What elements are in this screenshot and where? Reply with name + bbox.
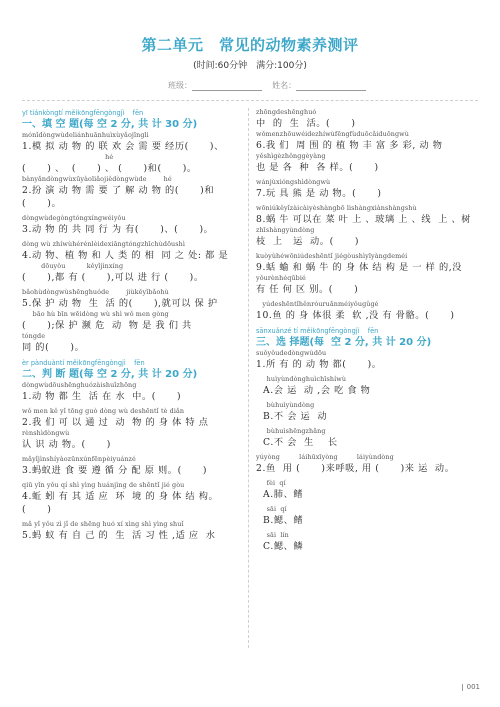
pinyin-line: bùhuìshēngzhǎng [256, 427, 326, 435]
page-number: 001 [462, 683, 480, 691]
pinyin-line: zhōngdeshēnghuó [256, 108, 317, 116]
section-pinyin: sānxuǎnzé tí měikōngfēngòngjì fēn [256, 327, 379, 335]
pinyin-line: hé [22, 153, 114, 161]
pinyin-line: zhīshàngyùndòng [256, 226, 315, 234]
page-title: 第二单元 常见的动物素养测评 [141, 36, 359, 54]
section-heading: 二、判 断 题(每 空 2 分, 共 计 20 分) [22, 369, 198, 380]
question-line: 5.蚂 蚁 有 自 己 的 生 活 习 性 ,适 应 水 [22, 530, 216, 541]
header-divider [22, 100, 478, 101]
section-pinyin: yī tiánkòngtí měikōngfēngòngjì fēn [22, 109, 144, 117]
column-divider [248, 108, 249, 648]
question-line: 也 是 各 种 各 样。( ) [256, 162, 379, 173]
name-field[interactable] [296, 82, 366, 91]
pinyin-line: tóngde [22, 332, 46, 340]
question-line: B.不 会 运 动 [256, 411, 328, 422]
question-line: 4.动 物、植 物 和 人 类 的 相 同 之 处: 都 是 [22, 250, 229, 261]
question-line: 1.所 有 的 动 物 都( )。 [256, 359, 382, 370]
question-line: A.肺、鳍 [256, 489, 304, 500]
question-line: 1.动 物 都 生 活 在 水 中。( ) [22, 391, 182, 402]
pinyin-line: mǎyǐjìnshíyàozūnxúnfēnpèiyuánzé [22, 455, 136, 463]
question-line: 9.蛞 蝓 和 蜗 牛 的 身 体 结 构 是 一 样 的,没 [256, 262, 463, 273]
pinyin-line: wánjùxióngshìdòngwù [256, 178, 331, 186]
question-line: ( ) 、 ( ) 、 ( )和( )。 [22, 163, 197, 174]
question-line: 枝 上 运 动。( ) [256, 236, 360, 247]
pinyin-line: qiū yǐn yǒu qí shì yìng huánjìng de shēntǐ jié gòu [22, 481, 185, 489]
question-line: 8.蜗 牛 可以在 菜 叶 上 、玻璃 上 、线 上 、树 [256, 214, 472, 225]
question-line: ( ) [22, 504, 52, 515]
question-line: ( ),都 有 ( ),可以 进 行 ( )。 [22, 272, 204, 283]
pinyin-line: mónǐdòngwùdeliánhuānhuìxùyǎojīngli [22, 131, 149, 139]
pinyin-line: bāo hù bīn wēidòng wù shì wǒ men gòng [22, 310, 169, 318]
pinyin-line: wǒ men kě yǐ tōng guò dòng wù deshēntǐ tè diǎn [22, 407, 185, 415]
question-line: B.鳃、鳍 [256, 515, 304, 526]
name-label: 姓名： [272, 81, 297, 90]
pinyin-line: dōuyǒu kěyǐjìnxíng [22, 262, 124, 270]
pinyin-line: sāi qí [256, 505, 287, 513]
question-line: C.不 会 生 长 [256, 437, 338, 448]
question-line: 2.我 们 可 以 通 过 动 物 的 身 体 特 点 [22, 417, 209, 428]
question-line: 中 的 生 活。( ) [256, 118, 356, 129]
question-line: 1.模 拟 动 物 的 联 欢 会 需 要 经历( )、 [22, 141, 224, 152]
pinyin-line: bǎohùdòngwùshēnghuóde jiùkěyǐbǎohù [22, 288, 169, 296]
question-line: 7.玩 具 熊 是 动 物。( ) [256, 188, 382, 199]
class-field[interactable] [192, 82, 262, 91]
pinyin-line: wǒmenzhōuwéidezhíwùfēngfùduōcǎiduōngwù [256, 130, 409, 138]
question-line: 2.扮 演 动 物 需 要 了 解 动 物 的( )和 [22, 185, 215, 196]
right-column [256, 108, 482, 553]
pinyin-line: bànyǎndòngwùxūyàoliǎojiědòngwùde hé [22, 175, 172, 183]
question-line: 3.动 物 的 共 同 行 为 有( )、( )。 [22, 224, 214, 235]
section-heading: 一、填 空 题(每 空 2 分, 共 计 30 分) [22, 119, 198, 130]
page-subtitle: (时间:60分钟 满分:100分) [193, 61, 307, 71]
question-line: 认 识 动 物。( ) [22, 439, 111, 450]
student-info [168, 80, 366, 91]
pinyin-line: yǒurènhéqūbié [256, 274, 306, 282]
question-line: 同 的( )。 [22, 342, 85, 353]
pinyin-line: rènshìdòngwù [22, 429, 70, 437]
pinyin-line: huìyùndònghuìchīshíwù [256, 375, 347, 383]
pinyin-line: yěshìgèzhǒnggèyàng [256, 152, 326, 160]
question-line: 3.蚂蚁进 食 要 遵 循 分 配 原 则。( ) [22, 465, 208, 476]
pinyin-line: yúyòng láihūxīyòng láiyùndòng [256, 453, 394, 461]
pinyin-line: fèi qí [256, 479, 286, 487]
pinyin-line: sāi lín [256, 531, 289, 539]
question-line: A.会 运 动 ,会 吃 食 物 [256, 385, 371, 396]
pinyin-line: suǒyǒudedòngwùdōu [256, 349, 327, 357]
question-line: ( );保 护 濒 危 动 物 是 我 们 共 [22, 320, 192, 331]
section-heading: 三、选 择题(每 空 2 分, 共 计 20 分) [256, 337, 432, 348]
left-column [22, 108, 248, 542]
question-line: 2.鱼 用 ( )来呼吸, 用 ( )来 运 动。 [256, 463, 455, 474]
question-line: 10.鱼 的 身 体很 柔 软 ,没 有 骨骼。( ) [256, 310, 455, 321]
pinyin-line: dòng wù zhíwùhérénlèidexiāngtóngzhīchùdōushì [22, 240, 186, 248]
pinyin-line: wōniúkěyǐzàicàiyèshàngbō lishàngxiànshàngshù [256, 204, 417, 212]
pinyin-line: dòngwùdōushēnghuózàishuǐzhōng [22, 381, 137, 389]
pinyin-line: kuòyùhéwōniúdeshēntǐ jiégòushìyīyàngdeméi [256, 252, 408, 260]
pinyin-line: mǎ yǐ yǒu zì jǐ de shēng huó xí xìng shì yìng shuǐ [22, 520, 184, 528]
question-line: 有 任 何 区 别。( ) [256, 284, 359, 295]
question-line: ( )。 [22, 198, 62, 209]
class-label: 班级： [168, 81, 192, 90]
question-line: 4.蚯 蚓 有 其 适 应 环 境 的 身 体 结 构。 [22, 491, 219, 502]
question-line: 5.保 护 动 物 生 活 的( ),就可以 保 护 [22, 298, 218, 309]
section-pinyin: èr pànduàntí měikōngfēngòngjì fēn [22, 359, 145, 367]
pinyin-line: bùhuìyùndòng [256, 401, 315, 409]
pinyin-line: yúdeshēntǐhěnróuruǎnméiyǒugǔgé [256, 300, 379, 308]
question-line: C.鳃、鳞 [256, 541, 304, 552]
pinyin-line: dòngwùdegòngtóngxíngwéiyǒu [22, 214, 126, 222]
question-line: 6.我 们 周 围 的 植 物 丰 富 多 彩, 动 物 [256, 140, 443, 151]
